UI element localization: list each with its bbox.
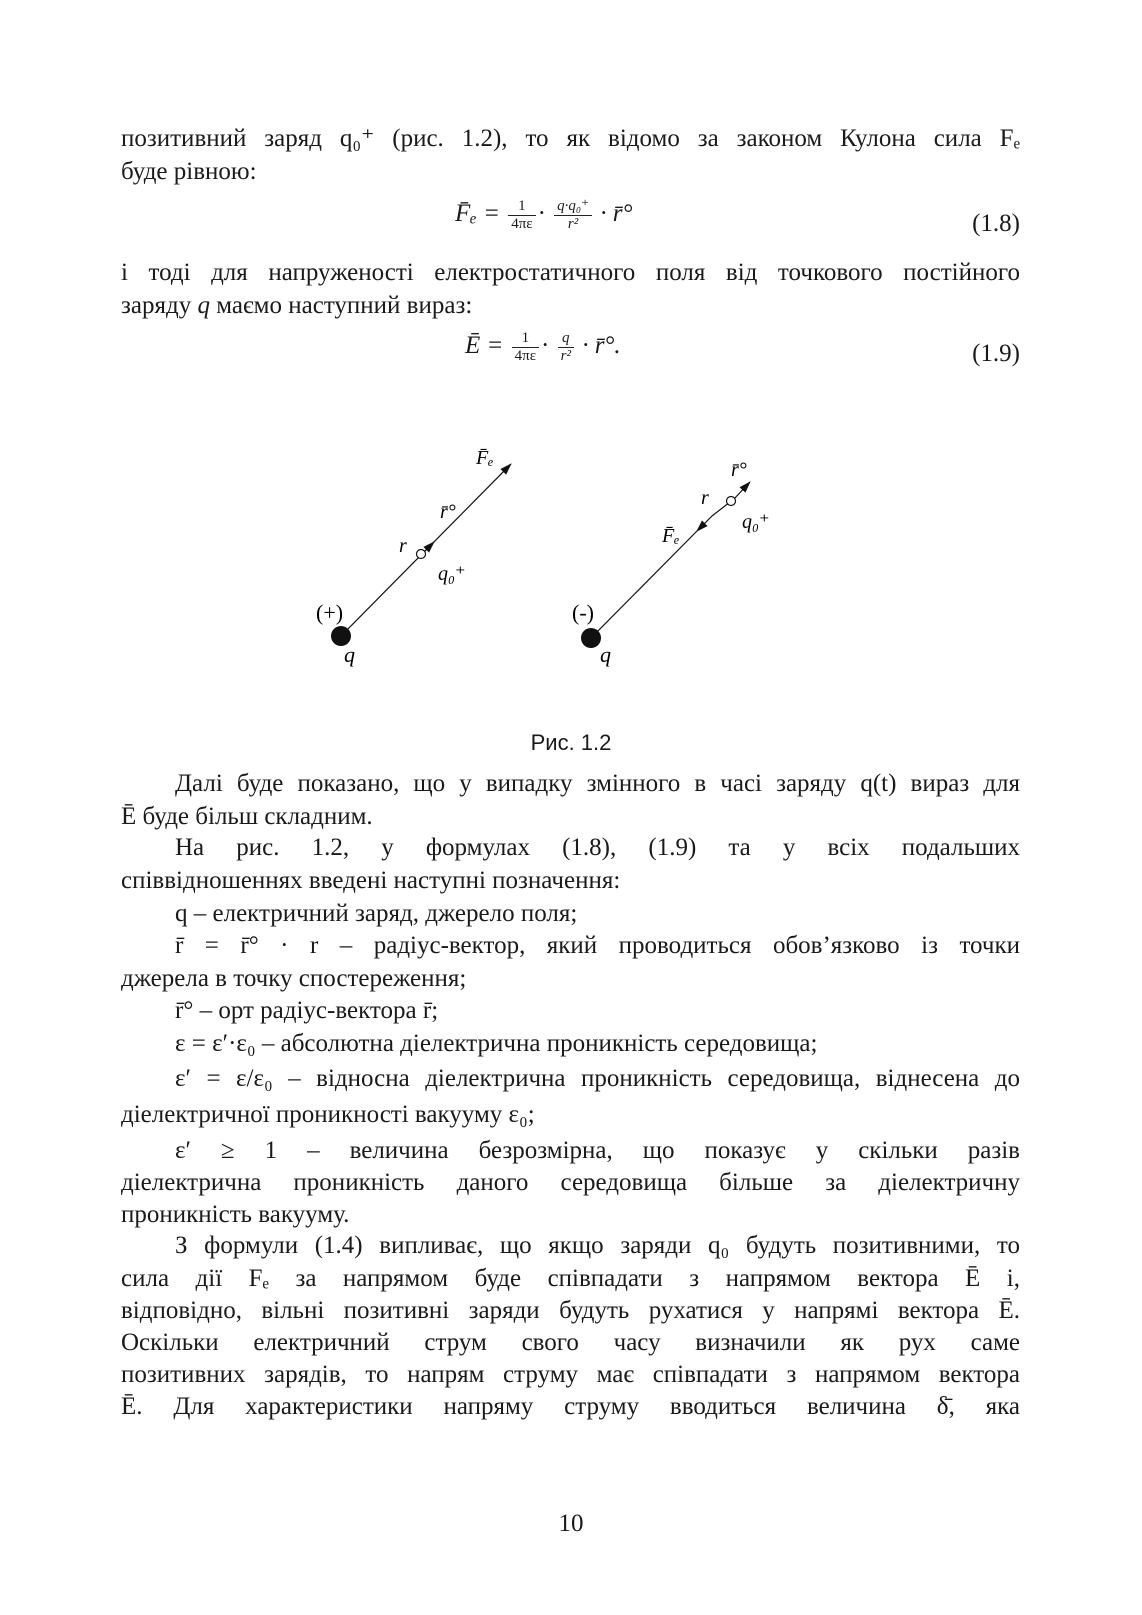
text-line: позитивний заряд q₀⁺ (рис. 1.2), то як відомо за законом Кулона сила Fₑ [121,125,1020,152]
force-label: F̄ₑ [662,525,680,547]
fraction: $\frac{1}{4\pi\varepsilon}$ [508,198,535,233]
positive-charge-diagram [316,447,511,667]
definition-line: ε = ε′·ε₀ – абсолютна діелектрична проникність середовища; [175,1030,818,1057]
figure-1-2 [0,440,1142,700]
point-charge-q [581,628,601,648]
field-line [591,529,699,638]
definition-line: діелектричної проникності вакууму ε₀; [121,1101,535,1128]
text-line: позитивних зарядів, то напрям струму має співпадати з напрямом вектора [121,1361,1020,1388]
unit-vector-arrow [733,482,750,500]
equation-number: (1.8) [972,210,1020,237]
text-line: Далі буде показано, що у випадку змінного в часі заряду q(t) вираз для [175,770,1020,797]
sign-label: (+) [316,600,344,625]
test-charge-label: q₀⁺ [742,511,770,533]
text-line: Ē. Для характеристики напряму струму вводиться величина δ̄, яка [121,1393,1020,1420]
unit-vector-label: r̄° [731,459,747,481]
fraction: $\frac{1}{4\pi\varepsilon}$ [512,330,539,365]
equation-1-9: Ē = $\frac{1}{4\pi\varepsilon}$ · $\frac{q}{\text{r²}}$ · r̄°. [465,330,621,364]
text-line: і тоді для напруженості електростатичного поля від точкового постійного [121,259,1020,286]
text-line: заряду q маємо наступний вираз: [121,292,473,319]
fraction: $\frac{q}{\text{r²}}$ [558,330,574,365]
definition-line: діелектрична проникність даного середовища більше за діелектричну [121,1169,1020,1196]
equation-1-8: F̄ₑ = $\frac{1}{4\pi\varepsilon}$ · $\frac{\text{q·q₀⁺}}{\text{r²}}$ · r̄° [455,198,633,232]
text-line: З формули (1.4) випливає, що якщо заряди q₀ будуть позитивними, то [175,1232,1020,1259]
test-charge [727,497,736,506]
figure-caption: Рис. 1.2 [530,730,612,755]
definition-line: проникність вакууму. [121,1201,350,1228]
text-line: сила дії Fₑ за напрямом буде співпадати з напрямом вектора Ē і, [121,1265,1020,1292]
definition-line: ε′ ≥ 1 – величина безрозмірна, що показує у скільки разів [175,1137,1020,1164]
fraction: $\frac{\text{q·q₀⁺}}{\text{r²}}$ [554,198,592,233]
test-charge [417,550,426,559]
r-label: r [399,535,407,557]
text-line: На рис. 1.2, у формулах (1.8), (1.9) та у всіх подальших [175,834,1020,861]
negative-charge-diagram [572,459,770,667]
page-number: 10 [558,1510,584,1537]
charge-label: q [600,642,611,667]
equation-number: (1.9) [972,340,1020,367]
definition-line: q – електричний заряд, джерело поля; [175,900,578,927]
force-label: F̄ₑ [476,447,494,469]
charge-label: q [344,642,355,667]
test-charge-label: q₀⁺ [438,563,466,585]
sign-label: (-) [572,600,594,625]
force-arrow [697,516,712,531]
text-line: співвідношеннях введені наступні позначення: [121,867,621,894]
text-line: Оскільки електричний струм свого часу визначили як рух саме [121,1329,1020,1356]
unit-vector-label: r̄° [440,501,456,523]
definition-line: ε′ = ε/ε₀ – відносна діелектрична проникність середовища, віднесена до [175,1065,1020,1092]
definition-line: r̄ = r̄° · r – радіус-вектор, який проводиться обов’язково із точки [175,932,1020,959]
text-line: Ē буде більш складним. [121,803,373,830]
definition-line: джерела в точку спостереження; [121,965,467,992]
text-line: буде рівною: [121,158,257,185]
text-line: відповідно, вільні позитивні заряди будуть рухатися у напрямі вектора Ē. [121,1297,1020,1324]
r-label: r [701,487,709,509]
definition-line: r̄° – орт радіус-вектора r̄; [175,997,439,1024]
